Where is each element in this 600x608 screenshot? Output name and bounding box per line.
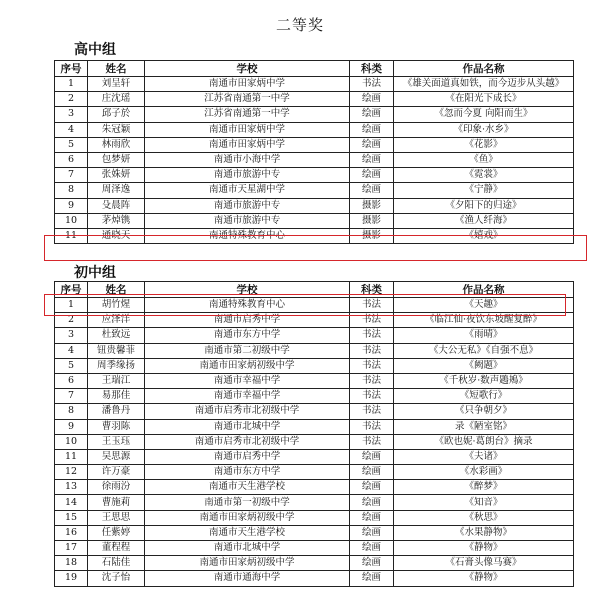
cell-school: 南通市幸福中学 [145,389,350,404]
cell-category: 绘画 [350,107,394,122]
cell-index: 8 [55,183,88,198]
table-row [55,525,574,540]
cell-category: 绘画 [350,480,394,495]
table-row [55,298,574,313]
cell-index: 19 [55,571,88,586]
cell-category: 书法 [350,434,394,449]
middle-school-table [54,281,574,587]
cell-category: 绘画 [350,122,394,137]
cell-work: 《秋思》 [394,510,574,525]
table-row [55,328,574,343]
cell-category: 摄影 [350,213,394,228]
table-row [55,373,574,388]
cell-work: 《水果静物》 [394,525,574,540]
cell-work: 《渔人纤海》 [394,213,574,228]
table-row [55,571,574,586]
cell-index: 6 [55,152,88,167]
cell-school: 南通市田家炳中学 [145,122,350,137]
cell-name: 易那佳 [88,389,145,404]
cell-category: 绘画 [350,168,394,183]
cell-name: 林雨欣 [88,137,145,152]
cell-school: 南通市东方中学 [145,328,350,343]
cell-work: 《千秋岁·数声鶗鴂》 [394,373,574,388]
cell-name: 钮贵馨菲 [88,343,145,358]
cell-school: 南通市田家炳初级中学 [145,556,350,571]
cell-work: 《阙题》 [394,358,574,373]
cell-category: 书法 [350,298,394,313]
cell-index: 3 [55,328,88,343]
cell-school: 南通市旅游中专 [145,168,350,183]
header-category: 科类 [350,282,394,298]
header-category: 科类 [350,61,394,77]
cell-index: 3 [55,107,88,122]
cell-school: 江苏省南通第一中学 [145,107,350,122]
cell-work: 《短歌行》 [394,389,574,404]
cell-work: 《夕阳下的归途》 [394,198,574,213]
cell-school: 南通市田家炳初级中学 [145,358,350,373]
cell-category: 书法 [350,358,394,373]
header-school: 学校 [145,61,350,77]
cell-school: 南通市幸福中学 [145,373,350,388]
cell-school: 南通特殊教育中心 [145,228,350,243]
cell-index: 8 [55,404,88,419]
cell-work: 《鱼》 [394,152,574,167]
cell-work: 《知音》 [394,495,574,510]
cell-category: 绘画 [350,525,394,540]
cell-work: 《雄关面道真如铁，而今迈步从头越》 [394,77,574,92]
cell-category: 书法 [350,419,394,434]
cell-index: 15 [55,510,88,525]
table-row [55,228,574,243]
cell-work: 《印象·水乡》 [394,122,574,137]
cell-school: 南通市旅游中专 [145,213,350,228]
table-row [55,389,574,404]
cell-index: 12 [55,465,88,480]
table-row [55,465,574,480]
table-row [55,358,574,373]
cell-name: 殳晨阵 [88,198,145,213]
cell-school: 南通市启秀市北初级中学 [145,434,350,449]
cell-index: 5 [55,137,88,152]
cell-name: 茅焯镌 [88,213,145,228]
cell-category: 绘画 [350,556,394,571]
cell-work: 《欧也妮·葛朗台》摘录 [394,434,574,449]
cell-school: 南通市北城中学 [145,419,350,434]
cell-index: 1 [55,298,88,313]
cell-name: 吴思源 [88,449,145,464]
cell-index: 16 [55,525,88,540]
cell-index: 4 [55,122,88,137]
cell-name: 朱冠颖 [88,122,145,137]
cell-school: 南通市第一初级中学 [145,495,350,510]
table-row [55,510,574,525]
cell-name: 包梦妍 [88,152,145,167]
table-row [55,404,574,419]
table-row [55,107,574,122]
cell-name: 曹施莉 [88,495,145,510]
cell-work: 《雨晴》 [394,328,574,343]
cell-index: 17 [55,541,88,556]
high-school-section-title: 高中组 [74,42,116,58]
table-row [55,449,574,464]
page-title: 二等奖 [275,16,324,34]
cell-category: 书法 [350,328,394,343]
cell-name: 潘鲁丹 [88,404,145,419]
table-row [55,419,574,434]
cell-work: 《水彩画》 [394,465,574,480]
header-index: 序号 [55,282,88,298]
cell-school: 南通市天生港学校 [145,525,350,540]
cell-school: 南通市启秀中学 [145,449,350,464]
header-index: 序号 [55,61,88,77]
cell-index: 9 [55,198,88,213]
table-header-row [55,282,574,298]
cell-name: 胡竹煋 [88,298,145,313]
cell-work: 《静物》 [394,541,574,556]
cell-school: 南通市天生港学校 [145,480,350,495]
cell-name: 王瑞江 [88,373,145,388]
cell-name: 曹羽陈 [88,419,145,434]
table-row [55,480,574,495]
cell-work: 《石膏头像马赛》 [394,556,574,571]
table-row [55,313,574,328]
cell-work: 《霓裳》 [394,168,574,183]
cell-school: 江苏省南通第一中学 [145,92,350,107]
cell-name: 刘呈轩 [88,77,145,92]
cell-index: 6 [55,373,88,388]
table-row [55,495,574,510]
table-row [55,198,574,213]
cell-name: 任紫婷 [88,525,145,540]
cell-category: 摄影 [350,228,394,243]
cell-school: 南通特殊教育中心 [145,298,350,313]
header-name: 姓名 [88,61,145,77]
table-row [55,213,574,228]
cell-school: 南通市小海中学 [145,152,350,167]
cell-index: 1 [55,77,88,92]
cell-category: 书法 [350,77,394,92]
cell-name: 王思思 [88,510,145,525]
table-header-row [55,61,574,77]
cell-index: 13 [55,480,88,495]
cell-school: 南通市天星湖中学 [145,183,350,198]
cell-category: 书法 [350,373,394,388]
cell-name: 杜致远 [88,328,145,343]
cell-index: 7 [55,389,88,404]
cell-index: 2 [55,313,88,328]
cell-work: 录《陋室铭》 [394,419,574,434]
table-row [55,541,574,556]
cell-work: 《嬉戏》 [394,228,574,243]
table-row [55,343,574,358]
cell-work: 《只争朝夕》 [394,404,574,419]
table-row [55,556,574,571]
table-row [55,152,574,167]
table-row [55,434,574,449]
cell-work: 《静物》 [394,571,574,586]
cell-category: 绘画 [350,465,394,480]
cell-category: 绘画 [350,541,394,556]
cell-index: 18 [55,556,88,571]
cell-work: 《花影》 [394,137,574,152]
cell-category: 书法 [350,389,394,404]
cell-name: 董程程 [88,541,145,556]
cell-work: 《在阳光下成长》 [394,92,574,107]
cell-category: 绘画 [350,495,394,510]
table-row [55,122,574,137]
cell-index: 10 [55,213,88,228]
cell-work: 《宁静》 [394,183,574,198]
cell-category: 绘画 [350,152,394,167]
cell-category: 绘画 [350,183,394,198]
header-work: 作品名称 [394,282,574,298]
cell-school: 南通市启秀中学 [145,313,350,328]
cell-school: 南通市田家炳初级中学 [145,510,350,525]
cell-school: 南通市旅游中专 [145,198,350,213]
cell-index: 9 [55,419,88,434]
table-row [55,168,574,183]
cell-school: 南通市北城中学 [145,541,350,556]
cell-name: 许万豪 [88,465,145,480]
table-row [55,137,574,152]
cell-index: 14 [55,495,88,510]
cell-work: 《临江仙·夜饮东坡醒复醉》 [394,313,574,328]
cell-category: 绘画 [350,137,394,152]
cell-name: 沈子怡 [88,571,145,586]
cell-index: 2 [55,92,88,107]
cell-index: 10 [55,434,88,449]
cell-index: 4 [55,343,88,358]
cell-school: 南通市启秀市北初级中学 [145,404,350,419]
cell-school: 南通市田家炳中学 [145,137,350,152]
cell-name: 邱子於 [88,107,145,122]
table-row [55,183,574,198]
table-row [55,92,574,107]
cell-name: 徐雨汾 [88,480,145,495]
cell-name: 石陆佳 [88,556,145,571]
cell-work: 《醉梦》 [394,480,574,495]
cell-name: 周季缘扬 [88,358,145,373]
cell-category: 书法 [350,404,394,419]
high-school-table [54,60,574,244]
cell-category: 绘画 [350,571,394,586]
cell-index: 11 [55,449,88,464]
cell-school: 南通市第二初级中学 [145,343,350,358]
header-school: 学校 [145,282,350,298]
table-row [55,77,574,92]
cell-work: 《天趣》 [394,298,574,313]
cell-index: 11 [55,228,88,243]
cell-name: 张姝妍 [88,168,145,183]
cell-category: 绘画 [350,92,394,107]
cell-school: 南通市通海中学 [145,571,350,586]
cell-name: 庄沈瑶 [88,92,145,107]
cell-work: 《忽而今夏 向阳而生》 [394,107,574,122]
cell-school: 南通市田家炳中学 [145,77,350,92]
cell-index: 5 [55,358,88,373]
header-work: 作品名称 [394,61,574,77]
cell-category: 书法 [350,313,394,328]
cell-category: 绘画 [350,449,394,464]
cell-name: 通晓天 [88,228,145,243]
cell-category: 摄影 [350,198,394,213]
cell-name: 应泽洋 [88,313,145,328]
cell-category: 绘画 [350,510,394,525]
cell-work: 《大公无私》《自强不息》 [394,343,574,358]
cell-name: 王玉珏 [88,434,145,449]
cell-category: 书法 [350,343,394,358]
header-name: 姓名 [88,282,145,298]
cell-school: 南通市东方中学 [145,465,350,480]
cell-name: 周泽逸 [88,183,145,198]
cell-work: 《夫诸》 [394,449,574,464]
middle-school-section-title: 初中组 [74,265,116,281]
cell-index: 7 [55,168,88,183]
